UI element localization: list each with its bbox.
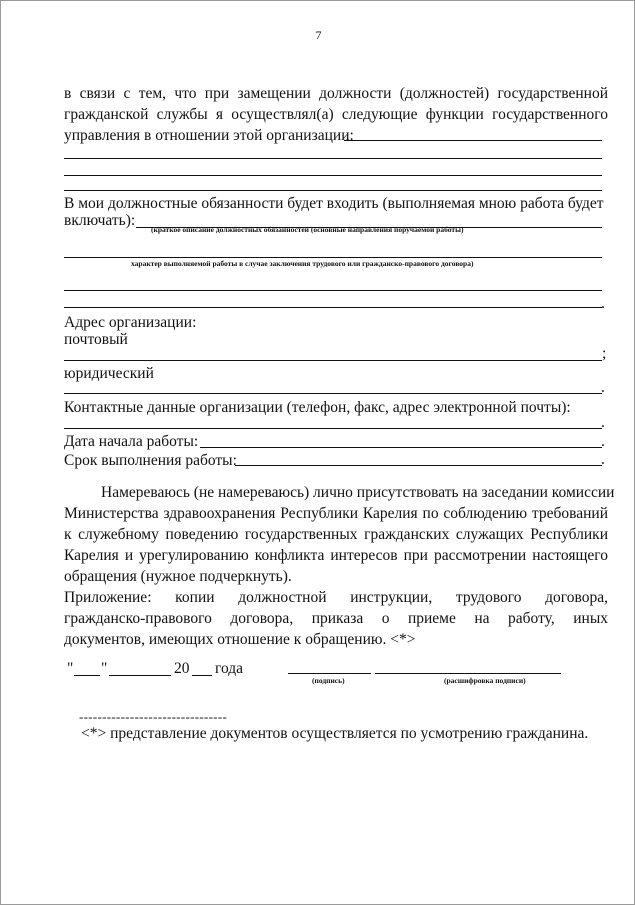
duties-label-line-2: включать): xyxy=(64,212,136,229)
intent-paragraph xyxy=(64,482,615,587)
attachment-line-3: документов, имеющих отношение к обращению. <*> xyxy=(64,631,416,648)
blank-line[interactable] xyxy=(64,158,602,159)
line-end-period: . xyxy=(601,451,605,468)
attachment-paragraph xyxy=(64,587,608,650)
legal-address-field-line[interactable] xyxy=(64,393,602,394)
blank-line[interactable] xyxy=(64,175,602,176)
intent-line-2: Министерства здравоохранения Республики Карелия по соблюдению требований xyxy=(64,505,608,522)
contacts-label: Контактные данные организации (телефон, факс, адрес электронной почты): xyxy=(64,399,571,416)
functions-paragraph xyxy=(64,83,608,146)
address-postal-label: почтовый xyxy=(64,331,128,348)
term-field-line[interactable] xyxy=(235,465,602,466)
intent-line-3: к служебному поведению государственных гражданских служащих Республики xyxy=(64,526,608,543)
start-date-label: Дата начала работы: xyxy=(64,433,199,450)
address-legal-label: юридический xyxy=(64,365,154,382)
postal-address-field-line[interactable] xyxy=(64,360,602,361)
date-quote-close: " xyxy=(101,660,108,677)
duties-caption: (краткое описание должностных обязанностей (основные направления поручаемой работы) xyxy=(151,225,464,234)
line-end-semicolon: ; xyxy=(602,345,607,362)
page-number: 7 xyxy=(315,28,322,42)
year-field-line[interactable] xyxy=(192,675,212,676)
signature-transcript-caption: (расшифровка подписи) xyxy=(444,676,526,685)
line-end-period: . xyxy=(601,295,605,312)
intent-line-5: обращения (нужное подчеркнуть). xyxy=(64,568,292,585)
signature-caption: (подпись) xyxy=(312,676,345,685)
blank-line[interactable] xyxy=(64,190,602,191)
term-label: Срок выполнения работы: xyxy=(64,452,237,469)
attachment-line-1: Приложение: копии должностной инструкции, трудового договора, xyxy=(64,589,608,606)
functions-line-3: управления в отношении этой организации: xyxy=(64,127,354,144)
year-word: года xyxy=(215,660,244,677)
year-prefix: 20 xyxy=(174,660,190,677)
footnote-text: <*> представление документов осуществляется по усмотрению гражданина. xyxy=(81,725,589,742)
intent-line-1: Намереваюсь (не намереваюсь) лично присутствовать на заседании комиссии xyxy=(101,484,615,501)
line-end-period: . xyxy=(601,379,605,396)
line-end-period: . xyxy=(601,414,605,431)
intent-line-4: Карелия и урегулированию конфликта интересов при рассмотрении настоящего xyxy=(64,547,608,564)
functions-field-line[interactable] xyxy=(344,140,602,141)
blank-line[interactable] xyxy=(64,307,602,308)
functions-line-1: в связи с тем, что при замещении должности (должностей) государственной xyxy=(64,85,608,102)
day-field-line[interactable] xyxy=(74,675,100,676)
month-field-line[interactable] xyxy=(109,675,171,676)
duties-label-line-1: В мои должностные обязанности будет входить (выполняемая мною работа будет xyxy=(64,195,604,212)
work-character-caption: характер выполняемой работы в случае заключения трудового или гражданско-правового договора) xyxy=(131,259,474,268)
signature-field-line[interactable] xyxy=(288,673,371,674)
signature-transcript-field-line[interactable] xyxy=(375,673,561,674)
functions-line-2: гражданской службы я осуществлял(а) следующие функции государственного xyxy=(64,106,608,123)
blank-line[interactable] xyxy=(64,290,602,291)
line-end-period: . xyxy=(601,433,605,450)
start-date-field-line[interactable] xyxy=(200,447,602,448)
blank-line[interactable] xyxy=(64,257,602,258)
contacts-field-line[interactable] xyxy=(64,428,602,429)
attachment-line-2: гражданско-правового договора, приказа о приеме на работу, иных xyxy=(64,610,608,627)
address-heading: Адрес организации: xyxy=(64,314,197,331)
footnote-separator: -------------------------------- xyxy=(79,709,228,724)
date-quote-open: " xyxy=(67,660,74,677)
